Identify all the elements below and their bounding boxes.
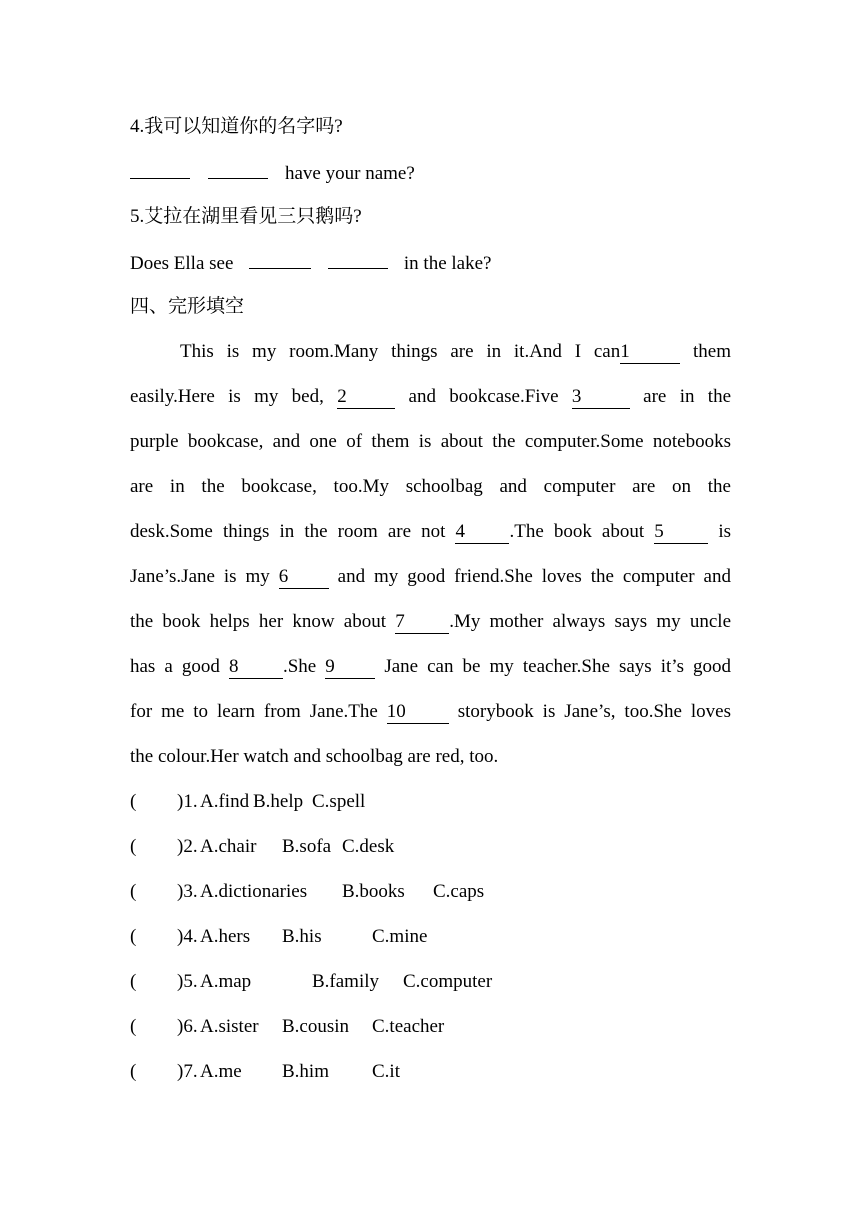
option-a: A.chair bbox=[200, 836, 257, 857]
blank-number: 10 bbox=[387, 701, 449, 724]
blank-number: 7 bbox=[395, 611, 449, 634]
passage-text: them bbox=[693, 341, 732, 362]
choice-question-2 bbox=[130, 832, 731, 862]
passage-line: purple bookcase, and one of them is about the computer.Some notebooks bbox=[130, 431, 731, 452]
answer-blank[interactable] bbox=[328, 247, 388, 269]
choice-question-7 bbox=[130, 1057, 731, 1087]
option-b: B.books bbox=[342, 881, 405, 902]
choice-question-6 bbox=[130, 1012, 731, 1042]
passage-text: has a good bbox=[130, 656, 220, 677]
passage-text: for me to learn from Jane.The bbox=[130, 701, 378, 722]
option-b: B.him bbox=[282, 1061, 329, 1082]
option-c: C.caps bbox=[433, 881, 485, 902]
passage-text: .My mother always says my uncle bbox=[449, 611, 732, 632]
passage-text: Jane can be my teacher.She says it’s good bbox=[384, 656, 732, 677]
passage-text: .She bbox=[282, 656, 317, 677]
option-c: C.teacher bbox=[372, 1016, 445, 1037]
passage-line bbox=[130, 652, 731, 682]
passage-text: and my good friend.She loves the computer and bbox=[337, 566, 731, 587]
passage-line: the colour.Her watch and schoolbag are red, too. bbox=[130, 746, 499, 767]
passage-line bbox=[130, 382, 731, 412]
passage-text: and bookcase.Five bbox=[408, 386, 559, 407]
passage-text: .The book about bbox=[509, 521, 645, 542]
blank-number: 6 bbox=[279, 566, 329, 589]
option-c: C.mine bbox=[372, 926, 428, 947]
blank-number: 2 bbox=[337, 386, 395, 409]
option-c: C.desk bbox=[342, 836, 395, 857]
choice-question-5 bbox=[130, 967, 731, 997]
passage-text: is bbox=[718, 521, 732, 542]
answer-paren[interactable]: ( bbox=[130, 881, 137, 902]
passage-text: Jane’s.Jane is my bbox=[130, 566, 270, 587]
answer-blank[interactable] bbox=[130, 157, 190, 179]
passage-text: are in the bbox=[643, 386, 732, 407]
answer-blank[interactable] bbox=[208, 157, 268, 179]
option-b: B.cousin bbox=[282, 1016, 350, 1037]
passage-line bbox=[130, 337, 731, 367]
q5-head: Does Ella see bbox=[130, 253, 234, 274]
blank-number: 8 bbox=[229, 656, 283, 679]
blank-number: 1 bbox=[620, 341, 680, 364]
option-c: C.computer bbox=[403, 971, 493, 992]
q4-tail: have your name? bbox=[285, 163, 415, 184]
option-a: A.map bbox=[200, 971, 252, 992]
question-number: )3. bbox=[177, 881, 198, 902]
blank-number: 3 bbox=[572, 386, 630, 409]
answer-paren[interactable]: ( bbox=[130, 791, 137, 812]
passage-text: desk.Some things in the room are not bbox=[130, 521, 446, 542]
blank-number: 5 bbox=[654, 521, 708, 544]
answer-paren[interactable]: ( bbox=[130, 971, 137, 992]
blank-number: 4 bbox=[455, 521, 509, 544]
answer-paren[interactable]: ( bbox=[130, 1016, 137, 1037]
answer-paren[interactable]: ( bbox=[130, 836, 137, 857]
passage-line bbox=[130, 562, 731, 592]
option-c: C.spell bbox=[312, 791, 366, 812]
q5-tail: in the lake? bbox=[403, 253, 492, 274]
passage-line: are in the bookcase, too.My schoolbag and computer are on the bbox=[130, 476, 731, 497]
question-number: )4. bbox=[177, 926, 198, 947]
passage-text: the book helps her know about bbox=[130, 611, 386, 632]
option-a: A.hers bbox=[200, 926, 251, 947]
blank-number: 9 bbox=[325, 656, 375, 679]
passage-line bbox=[130, 517, 731, 547]
passage-line bbox=[130, 607, 731, 637]
passage-text: This is my room.Many things are in it.And I can bbox=[180, 341, 621, 362]
choice-question-1 bbox=[130, 787, 731, 817]
passage-line bbox=[130, 697, 731, 727]
passage-text: storybook is Jane’s, too.She loves bbox=[457, 701, 732, 722]
option-a: A.sister bbox=[200, 1016, 259, 1037]
option-a: A.find bbox=[200, 791, 250, 812]
option-b: B.family bbox=[312, 971, 380, 992]
question-number: )2. bbox=[177, 836, 198, 857]
q4-prompt: 4.我可以知道你的名字吗? bbox=[130, 116, 343, 137]
option-c: C.it bbox=[372, 1061, 400, 1082]
option-b: B.his bbox=[282, 926, 322, 947]
answer-blank[interactable] bbox=[249, 247, 311, 269]
answer-paren[interactable]: ( bbox=[130, 926, 137, 947]
answer-paren[interactable]: ( bbox=[130, 1061, 137, 1082]
option-a: A.dictionaries bbox=[200, 881, 308, 902]
option-a: A.me bbox=[200, 1061, 242, 1082]
q4-answer-line bbox=[130, 157, 731, 187]
section-title: 四、完形填空 bbox=[130, 296, 245, 317]
question-number: )6. bbox=[177, 1016, 198, 1037]
q5-prompt: 5.艾拉在湖里看见三只鹅吗? bbox=[130, 206, 362, 227]
question-number: )1. bbox=[177, 791, 198, 812]
option-b: B.help bbox=[253, 791, 304, 812]
choice-question-3 bbox=[130, 877, 731, 907]
question-number: )5. bbox=[177, 971, 198, 992]
passage-text: easily.Here is my bed, bbox=[130, 386, 324, 407]
q5-answer-line bbox=[130, 247, 731, 277]
question-number: )7. bbox=[177, 1061, 198, 1082]
option-b: B.sofa bbox=[282, 836, 332, 857]
choice-question-4 bbox=[130, 922, 731, 952]
